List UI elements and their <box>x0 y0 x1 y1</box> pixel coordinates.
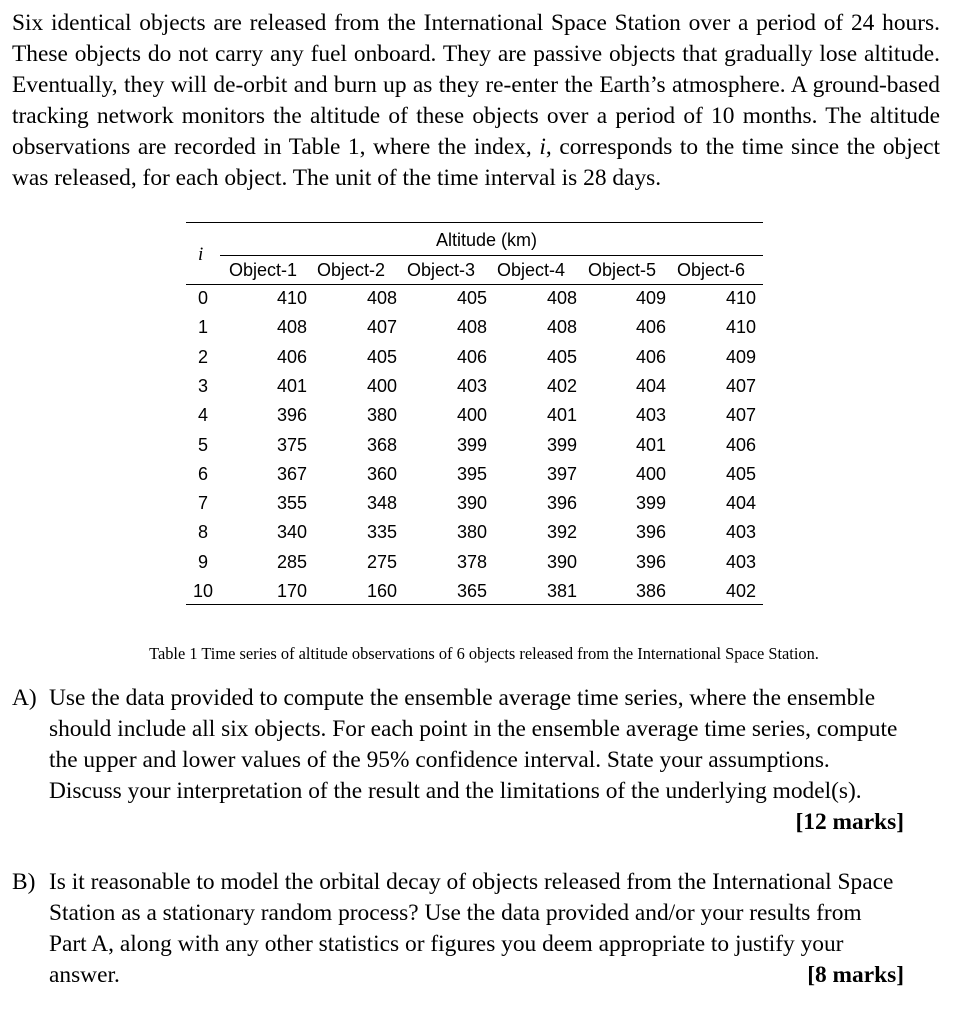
altitude-group-header: Altitude (km) <box>436 230 538 250</box>
question-b-marks: [8 marks] <box>807 962 904 988</box>
table-cell: 390 <box>456 493 487 514</box>
table-cell: 348 <box>366 493 397 514</box>
table-cell: 396 <box>635 522 666 543</box>
column-header: Object-5 <box>588 260 657 280</box>
row-index: 5 <box>197 434 208 455</box>
table-cell: 403 <box>456 375 487 396</box>
column-header-rule <box>186 284 763 285</box>
table-cell: 407 <box>366 317 397 338</box>
table-cell: 275 <box>366 551 397 572</box>
row-index: 0 <box>197 288 208 308</box>
intro-paragraph <box>12 8 940 194</box>
question-a <box>12 683 940 838</box>
table-top-rule <box>186 222 763 223</box>
table-cell: 396 <box>276 405 307 426</box>
table-cell: 406 <box>276 346 307 367</box>
table-cell: 375 <box>276 434 307 455</box>
table-cell: 381 <box>546 581 577 601</box>
table-cell: 406 <box>456 346 487 367</box>
column-header: Object-2 <box>317 260 386 280</box>
table-cell: 340 <box>276 522 307 543</box>
question-b <box>12 867 940 991</box>
table-cell: 409 <box>635 288 666 308</box>
table-cell: 400 <box>366 375 397 396</box>
table-cell: 406 <box>725 434 756 455</box>
table-cell: 404 <box>635 375 666 396</box>
table-cell: 367 <box>276 463 307 484</box>
table-cell: 360 <box>366 463 397 484</box>
table-cell: 406 <box>635 317 666 338</box>
table-cell: 395 <box>456 463 487 484</box>
table-cell: 407 <box>725 405 756 426</box>
table-bottom-rule <box>186 604 763 605</box>
table-cell: 399 <box>546 434 577 455</box>
table-cell: 396 <box>635 551 666 572</box>
table-cell: 399 <box>635 493 666 514</box>
table-cell: 408 <box>546 288 577 308</box>
table-cell: 405 <box>366 346 397 367</box>
question-a-letter: A) <box>12 685 37 711</box>
table-cell: 399 <box>456 434 487 455</box>
row-index: 9 <box>197 551 208 572</box>
table-cell: 396 <box>546 493 577 514</box>
column-header: Object-6 <box>677 260 746 280</box>
question-b-text: Is it reasonable to model the orbital decay of objects released from the International Space Station as a stationary random process? Use the data provided and/or your results from Part A, along with any other statistics or figures you deem appropriate to justify your answer. <box>49 869 894 988</box>
row-index: 2 <box>197 346 208 367</box>
table-cell: 403 <box>725 522 756 543</box>
table-cell: 170 <box>276 581 307 601</box>
table-cell: 408 <box>546 317 577 338</box>
table-cell: 390 <box>546 551 577 572</box>
table-cell: 380 <box>456 522 487 543</box>
table-cell: 285 <box>276 551 307 572</box>
row-index: 4 <box>197 405 208 426</box>
row-index: 3 <box>197 375 208 396</box>
table-cell: 408 <box>456 317 487 338</box>
index-column-header: i <box>198 244 204 265</box>
table-cell: 365 <box>456 581 487 601</box>
table-cell: 392 <box>546 522 577 543</box>
table-cell: 410 <box>725 288 756 308</box>
table-cell: 400 <box>635 463 666 484</box>
column-header: Object-1 <box>229 260 298 280</box>
table-cell: 403 <box>725 551 756 572</box>
table-cell: 408 <box>276 317 307 338</box>
row-index: 10 <box>192 581 214 601</box>
table-cell: 160 <box>366 581 397 601</box>
intro-text-part-2: , corresponds to the time since the object was released, for each object. The unit of the time interval is 28 days. <box>12 134 941 191</box>
table-cell: 400 <box>456 405 487 426</box>
table-cell: 405 <box>725 463 756 484</box>
table-caption: Table 1 Time series of altitude observations of 6 objects released from the International Space Station. <box>149 644 819 663</box>
table-cell: 402 <box>546 375 577 396</box>
table-cell: 407 <box>725 375 756 396</box>
table-cell: 410 <box>276 288 307 308</box>
column-header: Object-3 <box>407 260 476 280</box>
table-cell: 335 <box>366 522 397 543</box>
table-cell: 404 <box>725 493 756 514</box>
table-cell: 355 <box>276 493 307 514</box>
table-cell: 401 <box>635 434 666 455</box>
table-cell: 403 <box>635 405 666 426</box>
table-cell: 408 <box>366 288 397 308</box>
row-index: 6 <box>197 463 208 484</box>
row-index: 1 <box>197 317 208 338</box>
table-cell: 378 <box>456 551 487 572</box>
question-a-marks: [12 marks] <box>795 809 904 835</box>
table-cell: 397 <box>546 463 577 484</box>
table-cell: 401 <box>546 405 577 426</box>
group-header-rule <box>220 255 763 256</box>
table-cell: 386 <box>635 581 666 601</box>
table-cell: 405 <box>456 288 487 308</box>
table-cell: 405 <box>546 346 577 367</box>
table-cell: 406 <box>635 346 666 367</box>
row-index: 8 <box>197 522 208 543</box>
index-variable: i <box>539 134 546 160</box>
table-cell: 402 <box>725 581 756 601</box>
table-cell: 380 <box>366 405 397 426</box>
column-header: Object-4 <box>497 260 566 280</box>
intro-text-part-1: Six identical objects are released from the International Space Station over a period of 24 hours. These objects do not carry any fuel onboard. They are passive objects that gradually lose altitude. Eventually, they will de-orbit and burn up as they re-enter the Earth’s atmosphere. A ground-based tracking network monitors the altitude of these objects over a period of 10 months. The altitude observations are recorded in Table 1, where the index, <box>12 10 940 160</box>
question-b-letter: B) <box>12 869 36 895</box>
table-cell: 409 <box>725 346 756 367</box>
table-cell: 410 <box>725 317 756 338</box>
table-cell: 368 <box>366 434 397 455</box>
row-index: 7 <box>197 493 208 514</box>
table-cell: 401 <box>276 375 307 396</box>
question-a-text: Use the data provided to compute the ensemble average time series, where the ensemble should include all six objects. For each point in the ensemble average time series, compute the upper and lower values of the 95% confidence interval. State your assumptions. Discuss your interpretation of the result and the limitations of the underlying model(s). <box>49 685 898 804</box>
